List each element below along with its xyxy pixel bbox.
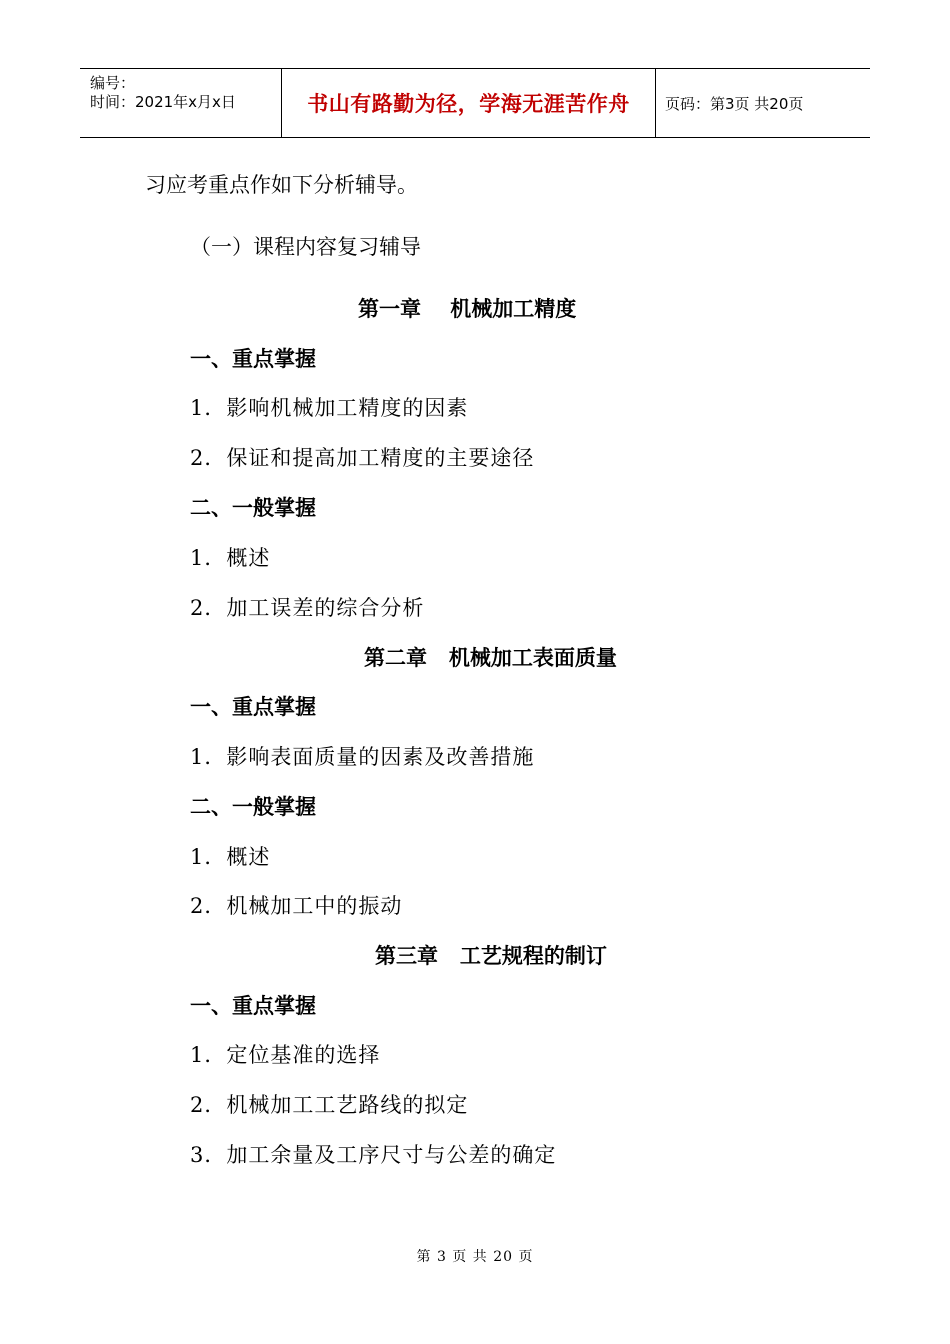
header-motto: 书山有路勤为径，学海无涯苦作舟: [307, 92, 630, 116]
header-page-info: 页码：第3页 共20页: [665, 94, 804, 113]
ch1-general-item-2: 2．加工误差的综合分析: [190, 596, 425, 620]
ch1-general-heading: 二、一般掌握: [190, 495, 316, 520]
ch2-key-item-1: 1．影响表面质量的因素及改善措施: [190, 745, 535, 769]
ch1-key-heading: 一、重点掌握: [190, 346, 316, 371]
header-left-cell: [80, 69, 281, 137]
ch3-key-item-3: 3．加工余量及工序尺寸与公差的确定: [190, 1143, 557, 1167]
ch2-general-item-2: 2．机械加工中的振动: [190, 894, 403, 918]
chapter-3-title: 第三章 工艺规程的制订: [375, 943, 607, 968]
ch1-general-item-1: 1．概述: [190, 546, 271, 570]
header-page-cell: [655, 69, 870, 137]
intro-text: 习应考重点作如下分析辅导。: [145, 173, 418, 197]
chapter-2-title: 第二章 机械加工表面质量: [364, 645, 617, 670]
ch2-general-heading: 二、一般掌握: [190, 794, 316, 819]
page-header: [80, 68, 870, 138]
section-heading: （一）课程内容复习辅导: [190, 235, 421, 259]
ch3-key-item-1: 1．定位基准的选择: [190, 1043, 381, 1067]
header-motto-cell: [281, 69, 656, 137]
ch3-key-heading: 一、重点掌握: [190, 993, 316, 1018]
ch1-key-item-2: 2．保证和提高加工精度的主要途径: [190, 446, 535, 470]
document-time: 时间：2021年x月x日: [90, 93, 236, 111]
page-footer: 第 3 页 共 20 页: [416, 1249, 534, 1265]
ch1-key-item-1: 1．影响机械加工精度的因素: [190, 396, 469, 420]
chapter-1-title: 第一章 机械加工精度: [358, 296, 577, 321]
document-code-label: 编号：: [90, 74, 136, 92]
ch2-key-heading: 一、重点掌握: [190, 694, 316, 719]
ch2-general-item-1: 1．概述: [190, 845, 271, 869]
ch3-key-item-2: 2．机械加工工艺路线的拟定: [190, 1093, 469, 1117]
